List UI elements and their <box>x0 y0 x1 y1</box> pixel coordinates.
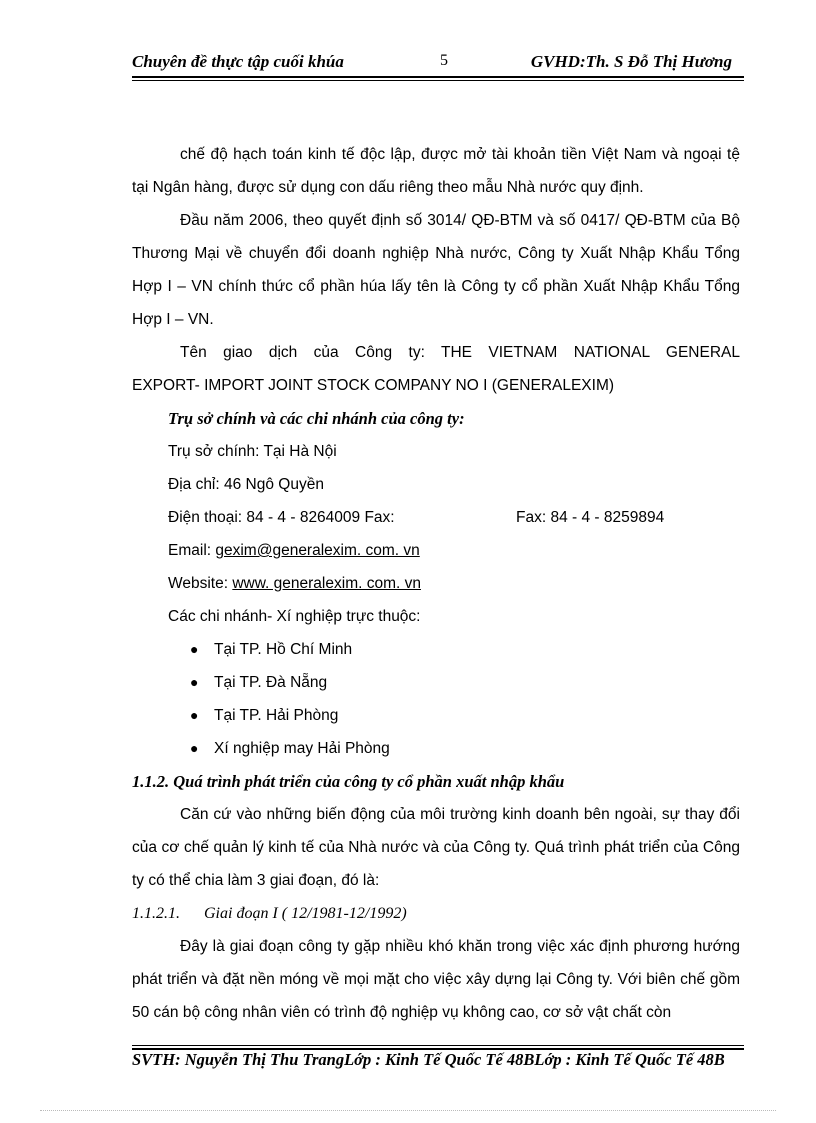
header-thesis-title: Chuyên đề thực tập cuối khúa <box>132 52 344 71</box>
head-office: Trụ sở chính: Tại Hà Nội <box>168 443 337 460</box>
list-item: ● Tại TP. Đà Nẵng <box>190 666 740 699</box>
list-item: ● Xí nghiệp may Hải Phòng <box>190 732 740 765</box>
phone-fax-row <box>132 501 740 534</box>
branches-list <box>132 633 740 765</box>
footer-rule-thin <box>132 1045 744 1046</box>
paragraph-4: Căn cứ vào những biến động của môi trường kinh doanh bên ngoài, sự thay đổi của cơ chế quản lý kinh tế của Nhà nước và của Công ty. Quá trình phát triển của Công ty có thể chia làm 3 giai đoạn, đó là: <box>132 806 740 889</box>
header-advisor: GVHD:Th. S Đỗ Thị Hương <box>530 52 732 71</box>
header-rule-thin <box>132 80 744 81</box>
website-row <box>132 567 740 600</box>
website-label: Website: <box>168 575 233 592</box>
bullet-icon: ● <box>190 641 199 657</box>
bullet-icon: ● <box>190 707 199 723</box>
fax: Fax: 84 - 4 - 8259894 <box>516 509 665 526</box>
paragraph-1-line-1: chế độ hạch toán kinh tế độc lập, được mở tài khoản tiền Việt Nam và ngoại tệ <box>180 146 740 163</box>
subsection-heading <box>132 897 740 930</box>
section-heading: 1.1.2. Quá trình phát triển của công ty cổ phần xuất nhập khẩu <box>132 772 565 791</box>
subsection-title: Giai đoạn I ( 12/1981-12/1992) <box>204 905 407 922</box>
email-row <box>132 534 740 567</box>
bullet-icon: ● <box>190 740 199 756</box>
bullet-icon: ● <box>190 674 199 690</box>
paragraph-1-line-2: tại Ngân hàng, được sử dụng con dấu riêng theo mẫu Nhà nước quy định. <box>132 179 644 196</box>
subsection-number: 1.1.2.1. <box>132 905 180 922</box>
list-item: ● Tại TP. Hải Phòng <box>190 699 740 732</box>
page-body <box>132 138 740 1029</box>
website-link[interactable]: www. generalexim. com. vn <box>232 575 421 592</box>
header-rule-thick <box>132 76 744 78</box>
header-page-number: 5 <box>440 52 448 69</box>
phone: Điện thoại: 84 - 4 - 8264009 Fax: <box>168 509 395 526</box>
page-boundary <box>40 1110 776 1111</box>
branches-label: Các chi nhánh- Xí nghiệp trực thuộc: <box>168 608 421 625</box>
page-footer: SVTH: Nguyễn Thị Thu TrangLớp : Kinh Tế Quốc Tế 48BLớp : Kinh Tế Quốc Tế 48B <box>132 1050 725 1069</box>
paragraph-3-line-2: EXPORT- IMPORT JOINT STOCK COMPANY NO I (GENERALEXIM) <box>132 377 615 394</box>
paragraph-5: Đây là giai đoạn công ty gặp nhiều khó khăn trong việc xác định phương hướng phát triển và đặt nền móng về mọi mặt cho việc xây dựng lại Công ty. Với biên chế gồm 50 cán bộ công nhân viên có trình độ nghiệp vụ không cao, cơ sở vật chất còn <box>132 938 740 1021</box>
paragraph-3-line-1: Tên giao dịch của Công ty: THE VIETNAM NATIONAL GENERAL <box>180 344 740 361</box>
list-item: ● Tại TP. Hồ Chí Minh <box>190 633 740 666</box>
paragraph-2: Đầu năm 2006, theo quyết định số 3014/ QĐ-BTM và số 0417/ QĐ-BTM của Bộ Thương Mại về chuyển đổi doanh nghiệp Nhà nước, Công ty Xuất Nhập Khẩu Tổng Hợp I – VN chính thức cổ phần húa lấy tên là Công ty cổ phần Xuất Nhập Khẩu Tổng Hợp I – VN. <box>132 212 740 328</box>
email-link[interactable]: gexim@generalexim. com. vn <box>215 542 420 559</box>
address: Địa chỉ: 46 Ngô Quyền <box>168 476 324 493</box>
info-heading: Trụ sở chính và các chi nhánh của công ty: <box>168 409 465 428</box>
email-label: Email: <box>168 542 216 559</box>
page-header <box>132 50 744 74</box>
